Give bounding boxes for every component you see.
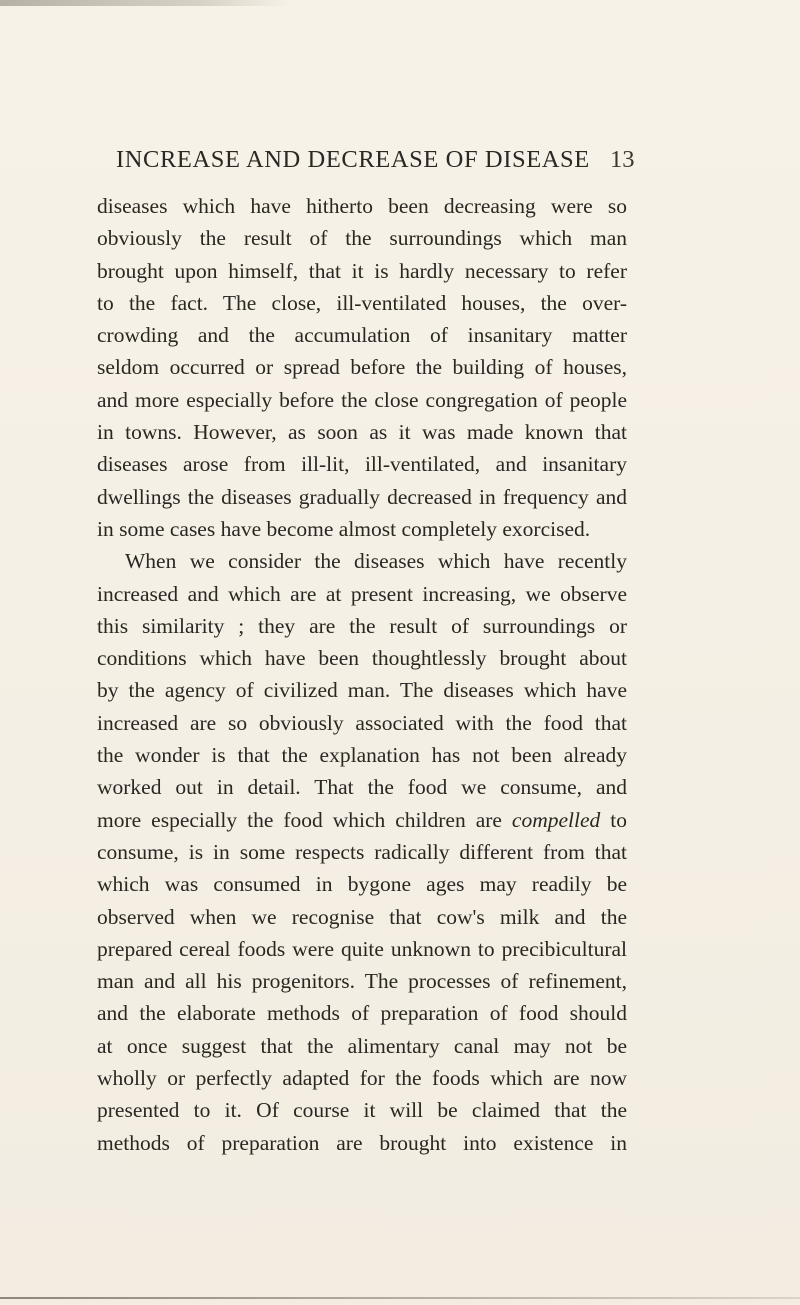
text-line: the wonder is that the explanation has not been already [97,743,627,768]
text-line: which was consumed in bygone ages may readily be [97,872,627,897]
text-line: brought upon himself, that it is hardly necessary to refer [97,258,627,283]
text-segment: more especially the food which children are [97,807,502,832]
text-line: seldom occurred or spread before the building of houses, [97,355,627,380]
text-line: worked out in detail. That the food we consume, and [97,775,627,800]
text-line: dwellings the diseases gradually decreased in frequency and [97,484,627,509]
page-header [0,146,800,180]
text-line-with-italic [97,804,627,836]
text-line: this similarity ; they are the result of surroundings or [97,613,627,638]
text-line: methods of preparation are brought into existence in [97,1130,627,1155]
text-line: consume, is in some respects radically different from that [97,839,627,864]
text-line: in towns. However, as soon as it was made known that [97,420,627,445]
text-line: increased are so obviously associated with the food that [97,710,627,735]
text-line: in some cases have become almost completely exorcised. [97,516,591,541]
page-edge-shadow-top [0,0,290,6]
running-title: INCREASE AND DECREASE OF DISEASE [116,146,590,173]
text-line: diseases arose from ill-lit, ill-ventilated, and insanitary [97,452,627,477]
text-line: When we consider the diseases which have recently [125,549,627,574]
text-line: and the elaborate methods of preparation of food should [97,1001,627,1026]
italic-word: compelled [511,807,601,832]
text-line: obviously the result of the surroundings which man [97,226,627,251]
text-line: presented to it. Of course it will be claimed that the [97,1098,627,1123]
text-line: diseases which have hitherto been decreasing were so [97,194,627,218]
text-line: wholly or perfectly adapted for the foods which are now [97,1066,627,1091]
text-line: and more especially before the close congregation of people [97,387,627,412]
text-segment: to [610,807,627,832]
text-line: by the agency of civilized man. The diseases which have [97,678,627,703]
page-edge-shadow-bottom [0,1297,800,1299]
text-line: to the fact. The close, ill-ventilated houses, the over- [97,290,627,315]
page-number: 13 [610,146,635,173]
text-line: crowding and the accumulation of insanitary matter [97,323,627,348]
text-line: prepared cereal foods were quite unknown to precibicultural [97,936,627,961]
text-line: man and all his progenitors. The processes of refinement, [97,969,627,994]
text-line: observed when we recognise that cow's milk and the [97,904,627,929]
body-text [97,190,627,1159]
text-line: conditions which have been thoughtlessly brought about [97,646,627,671]
text-line: at once suggest that the alimentary canal may not be [97,1033,627,1058]
text-line: increased and which are at present increasing, we observe [97,581,627,606]
